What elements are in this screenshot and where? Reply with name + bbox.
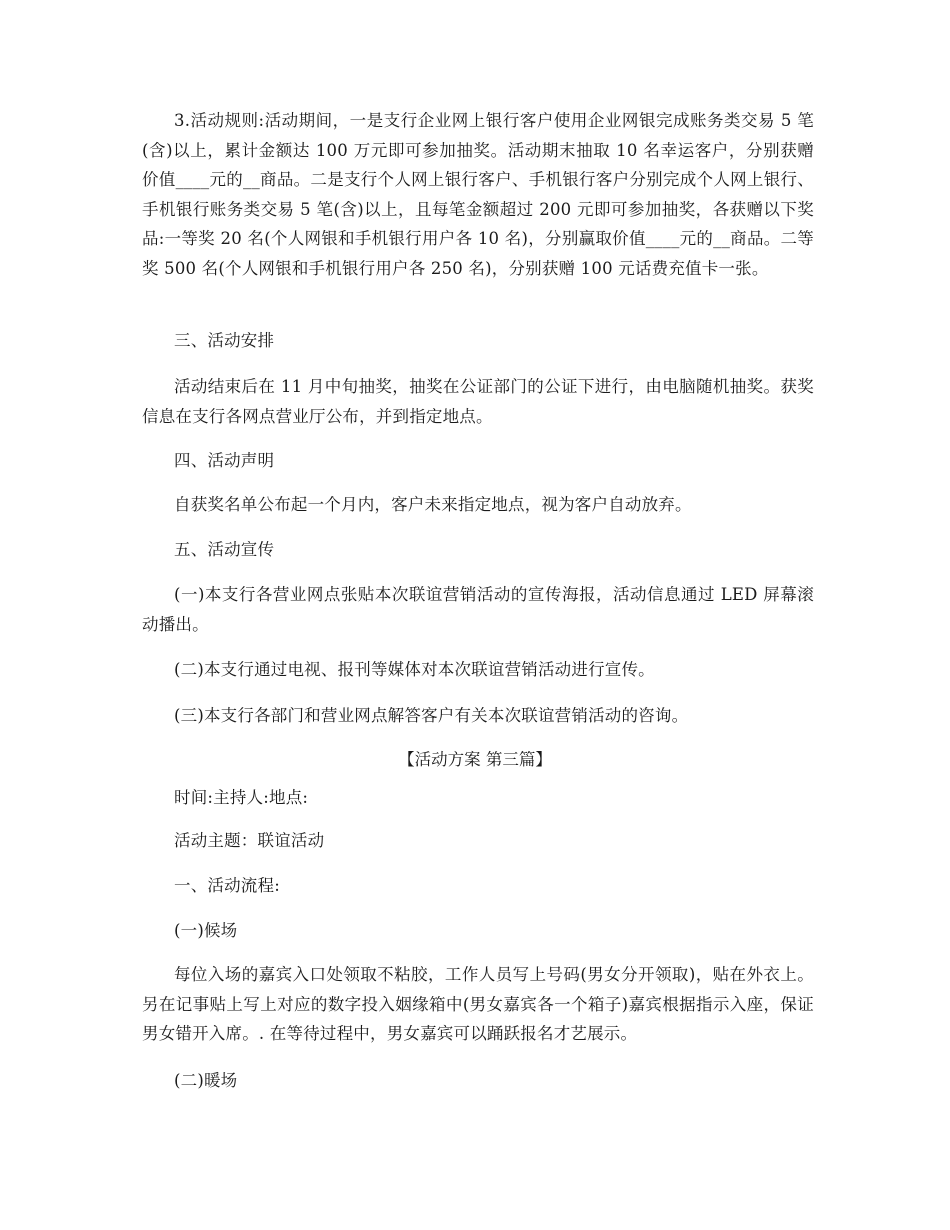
heading-activity-statement: 四、活动声明 xyxy=(174,451,275,470)
heading-activity-flow: 一、活动流程: xyxy=(174,876,280,895)
paragraph-promotion-3: (三)本支行各部门和营业网点解答客户有关本次联谊营销活动的咨询。 xyxy=(174,706,689,725)
heading-waiting: (一)候场 xyxy=(174,921,238,940)
heading-activity-arrangement: 三、活动安排 xyxy=(174,331,275,350)
paragraph-arrangement-body: 活动结束后在 11 月中旬抽奖，抽奖在公证部门的公证下进行，由电脑随机抽奖。获奖信息在支行各网点营业厅公布，并到指定地点。 xyxy=(142,377,814,426)
paragraph-activity-theme: 活动主题：联谊活动 xyxy=(174,831,325,850)
heading-warmup: (二)暖场 xyxy=(174,1071,238,1090)
paragraph-statement-body: 自获奖名单公布起一个月内，客户未来指定地点，视为客户自动放弃。 xyxy=(174,495,692,514)
paragraph-promotion-1: (一)本支行各营业网点张贴本次联谊营销活动的宣传海报，活动信息通过 LED 屏幕滚动播出。 xyxy=(142,585,814,634)
paragraph-activity-rules: 3.活动规则:活动期间，一是支行企业网上银行客户使用企业网银完成账务类交易 5 笔(含)以上，累计金额达 100 万元即可参加抽奖。活动期末抽取 10 名幸运客户，分别获赠价值____元的__商品。二是支行个人网上银行客户、手机银行客户分别完成个人网上银行、手机银行账务类交易 5 笔(含)以上，且每笔金额超过 200 元即可参加抽奖，各获赠以下奖品:一等奖 20 名(个人网银和手机银行用户各 10 名)，分别赢取价值____元的__商品。二等奖 500 名(个人网银和手机银行用户各 250 名)，分别获赠 100 元话费充值卡一张。 xyxy=(142,111,814,278)
paragraph-promotion-2: (二)本支行通过电视、报刊等媒体对本次联谊营销活动进行宣传。 xyxy=(174,660,655,679)
section-title: 【活动方案 第三篇】 xyxy=(398,750,552,769)
paragraph-waiting-body: 每位入场的嘉宾入口处领取不粘胶，工作人员写上号码(男女分开领取)，贴在外衣上。另在记事贴上写上对应的数字投入姻缘箱中(男女嘉宾各一个箱子)嘉宾根据指示入座，保证男女错开入席。. 在等待过程中，男女嘉宾可以踊跃报名才艺展示。 xyxy=(142,965,814,1043)
heading-activity-promotion: 五、活动宣传 xyxy=(174,540,275,559)
paragraph-time-host-location: 时间:主持人:地点: xyxy=(174,788,309,807)
